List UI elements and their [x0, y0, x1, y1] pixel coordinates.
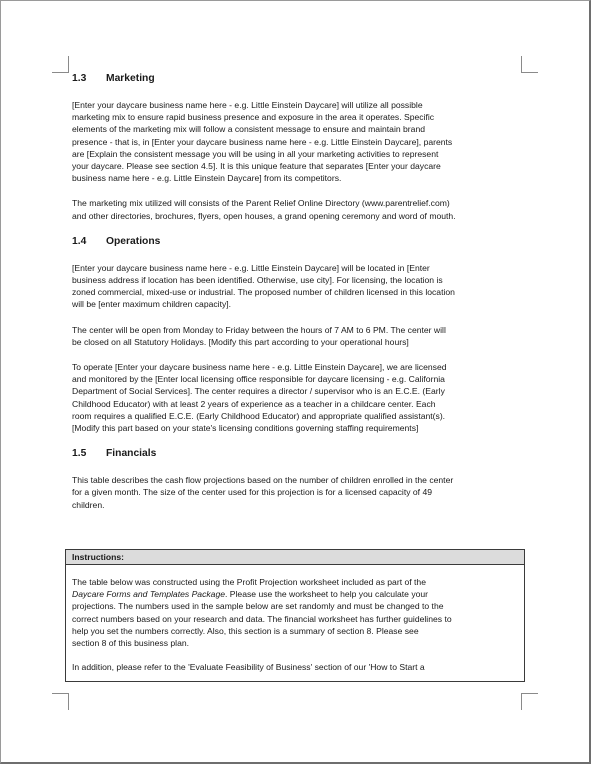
- text-line: your daycare. Please see section 4.5]. It is this unique feature that separates [Enter your daycare: [72, 161, 441, 172]
- crop-mark-bottom-left: [52, 693, 69, 710]
- section-title: Operations: [106, 235, 161, 247]
- paragraph-operations-licensing: [72, 361, 526, 434]
- paragraph-financials-intro: [72, 474, 526, 511]
- section-title: Financials: [106, 448, 157, 460]
- text-line: room requires a qualified E.C.E. (Early Childhood Educator) and appropriate qualified assistant(s).: [72, 410, 446, 421]
- paragraph-operations-hours: [72, 324, 526, 348]
- text-line: [Modify this part based on your state's licensing conditions governing staffing requirements]: [72, 423, 419, 434]
- section-number: 1.3: [72, 73, 87, 84]
- crop-mark-top-left: [52, 56, 69, 73]
- text-line: [Enter your daycare business name here - e.g. Little Einstein Daycare] will utilize all possible: [72, 100, 423, 110]
- package-name: Daycare Forms and Templates Package: [72, 589, 226, 600]
- text-line: for a given month. The size of the center used for this projection is for a licensed capacity of 49: [72, 487, 433, 498]
- text-line: Childhood Educator) with at least 2 years of experience as a teacher in a childcare center. Each: [72, 398, 436, 409]
- text-line: and other directories, brochures, flyers, open houses, a grand opening ceremony and word of mouth.: [72, 210, 456, 221]
- text-line: Department of Social Services]. The center requires a director / supervisor who is an E.C.E. (Early: [72, 386, 445, 397]
- text-line: section 8 of this business plan.: [72, 638, 190, 649]
- section-heading-financials: [72, 447, 526, 461]
- section-number: 1.4: [72, 235, 87, 247]
- text-line: be closed on all Statutory Holidays. [Modify this part according to your operational hours]: [72, 336, 409, 347]
- instructions-paragraph: [72, 576, 518, 649]
- text-line: presence - that is, in [Enter your daycare business name here - e.g. Little Einstein Daycare], parents: [72, 136, 453, 147]
- instructions-header: Instructions:: [66, 550, 524, 565]
- document-body: [72, 70, 526, 511]
- text-line: business name here - e.g. Little Einstein Daycare] from its competitors.: [72, 173, 342, 184]
- text-line: children.: [72, 499, 105, 510]
- section-heading-operations: [72, 235, 526, 249]
- text-line: zoned commercial, mixed-use or industrial. The proposed number of children licensed in this location: [72, 287, 455, 298]
- text-line: [72, 588, 518, 600]
- text-line: To operate [Enter your daycare business name here - e.g. Little Einstein Daycare], we are licensed: [72, 362, 447, 373]
- instructions-body: [66, 565, 524, 673]
- text-line: business address if location has been identified. Otherwise, use city]. For licensing, the location is: [72, 275, 443, 286]
- paragraph-marketing-mix: [72, 197, 526, 221]
- text-line: help you set the numbers correctly. Also, this section is a summary of section 8. Please see: [72, 625, 419, 636]
- text-line: elements of the marketing mix will follow a consistent message to ensure and maintain brand: [72, 124, 425, 135]
- text-line: In addition, please refer to the 'Evaluate Feasibility of Business' section of our 'How to Start a: [72, 662, 425, 673]
- instructions-box: [65, 549, 525, 682]
- text-line: will be [enter maximum children capacity].: [72, 299, 232, 310]
- paragraph-marketing-intro: [72, 99, 526, 184]
- text-line: [Enter your daycare business name here - e.g. Little Einstein Daycare] will be located in [Enter: [72, 262, 430, 273]
- text-line: This table describes the cash flow projections based on the number of children enrolled in the center: [72, 475, 454, 486]
- text-line: are [Explain the consistent message you will be using in all your marketing activities to represent: [72, 148, 439, 159]
- text-line: The table below was constructed using the Profit Projection worksheet included as part of the: [72, 577, 426, 587]
- section-number: 1.5: [72, 448, 87, 460]
- instructions-paragraph: [72, 661, 518, 673]
- section-heading-marketing: [72, 72, 526, 86]
- text-line: The center will be open from Monday to Friday between the hours of 7 AM to 6 PM. The center will: [72, 324, 446, 335]
- text-line: correct numbers based on your research and data. The financial worksheet has further guidelines to: [72, 613, 452, 624]
- crop-mark-bottom-right: [521, 693, 538, 710]
- text-line: and monitored by the [Enter local licensing office responsible for daycare licensing - e.g. California: [72, 374, 445, 385]
- section-title: Marketing: [106, 73, 155, 84]
- paragraph-operations-location: [72, 262, 526, 311]
- text-line: projections. The numbers used in the sample below are set randomly and must be changed to the: [72, 601, 444, 612]
- text-line: The marketing mix utilized will consists of the Parent Relief Online Directory (www.parentrelief.com): [72, 198, 450, 209]
- text-run: . Please use the worksheet to help you calculate your: [225, 589, 429, 600]
- text-line: marketing mix to ensure rapid business presence and exposure in the area it operates. Specific: [72, 112, 435, 123]
